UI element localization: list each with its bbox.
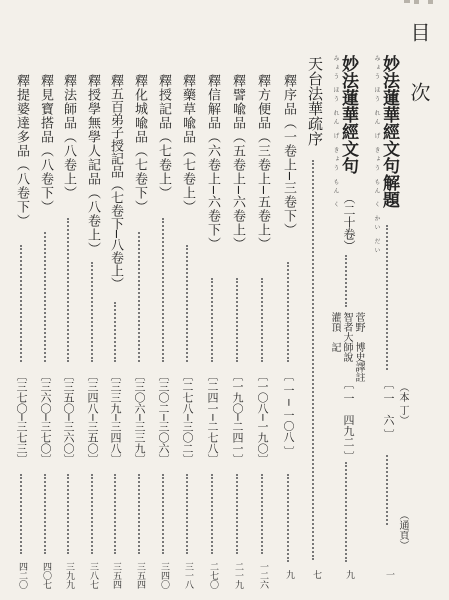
leader-dots bbox=[162, 218, 166, 362]
print-mark bbox=[414, 0, 419, 4]
book2-title: 妙法蓮華經文句 bbox=[338, 55, 358, 174]
entry-page: 三九九 bbox=[64, 562, 74, 589]
leader-dots bbox=[345, 255, 349, 307]
entry-title: 釋化城喩品（七卷下） bbox=[132, 74, 147, 214]
section-title: 天台法華疏序 bbox=[306, 56, 324, 146]
entry-title: 釋五百弟子授記品（七卷下─八卷上） bbox=[108, 74, 123, 290]
book2-translator: 菅野 博史譯註 bbox=[353, 312, 364, 382]
leader-dots bbox=[67, 218, 71, 362]
entry-page: 四〇七 bbox=[41, 562, 51, 589]
entry-page: 四二〇 bbox=[17, 562, 27, 589]
book1-title: 妙法蓮華經文句解題 bbox=[379, 55, 399, 208]
leader-dots bbox=[386, 225, 390, 370]
entry-title: 釋提婆達多品（八卷下） bbox=[14, 74, 29, 228]
book1-ref-label: （本 丁） bbox=[397, 382, 408, 426]
leader-dots bbox=[186, 474, 190, 554]
page-title: 目 次 bbox=[407, 22, 431, 112]
book2-ref: 〔 一 四九二 〕 bbox=[342, 378, 355, 462]
leader-dots bbox=[236, 278, 240, 362]
leader-dots bbox=[20, 245, 24, 362]
entry-page: 三四〇 bbox=[159, 562, 169, 589]
book2-author: 智者大師說 bbox=[341, 312, 352, 362]
entry-ref: 〔二四一─二七八〕 bbox=[206, 370, 219, 465]
leader-dots bbox=[312, 160, 316, 560]
entry-ref: 〔一九〇─二四一〕 bbox=[231, 370, 244, 465]
entry-page: 一二六 bbox=[258, 562, 268, 589]
entry-ref: 〔三〇六─三三九〕 bbox=[133, 370, 146, 465]
book2-author: 灌頂 記 bbox=[329, 312, 340, 352]
book1-ref: 〔 一 六 〕 bbox=[382, 378, 395, 440]
entry-ref: 〔三六〇─三七〇〕 bbox=[39, 370, 52, 465]
leader-dots bbox=[211, 278, 215, 362]
entry-title: 釋法師品（八卷上） bbox=[61, 74, 76, 200]
entry-title: 釋方便品（三卷上─五卷上） bbox=[255, 74, 270, 251]
entry-title: 釋藥草喩品（七卷上） bbox=[180, 74, 195, 214]
leader-dots bbox=[236, 474, 240, 554]
leader-dots bbox=[345, 462, 349, 562]
entry-ref: 〔三四八─三五〇〕 bbox=[86, 370, 99, 465]
entry-page: 三八七 bbox=[88, 562, 98, 589]
print-mark bbox=[428, 0, 433, 4]
entry-title: 釋序品（一卷上─三卷下） bbox=[281, 74, 296, 237]
entry-page: 二一九 bbox=[233, 562, 243, 589]
book2-volumes: （二十卷） bbox=[342, 192, 356, 252]
entry-ref: 〔 一 ─ 一〇八 〕 bbox=[282, 370, 295, 457]
entry-ref: 〔二七八─三〇二〕 bbox=[181, 370, 194, 465]
print-mark bbox=[404, 0, 410, 3]
entry-title: 釋見寶搭品（八卷下） bbox=[38, 74, 53, 214]
leader-dots bbox=[138, 232, 142, 362]
title-ruby: みょう ほう れん げ きょう もん く かい だい bbox=[373, 55, 380, 257]
leader-dots bbox=[261, 278, 265, 362]
entry-page: 九 bbox=[284, 570, 294, 579]
entry-ref: 〔三七〇─三七三〕 bbox=[15, 370, 28, 465]
book2-page: 九 bbox=[344, 570, 354, 579]
entry-ref: 〔三〇二─三〇六〕 bbox=[157, 370, 170, 465]
leader-dots bbox=[114, 302, 118, 362]
entry-ref: 〔三五〇─三六〇〕 bbox=[62, 370, 75, 465]
leader-dots bbox=[287, 474, 291, 562]
leader-dots bbox=[114, 474, 118, 554]
leader-dots bbox=[91, 262, 95, 362]
leader-dots bbox=[162, 474, 166, 554]
leader-dots bbox=[44, 232, 48, 362]
leader-dots bbox=[287, 262, 291, 362]
section-page: 七 bbox=[311, 570, 321, 579]
leader-dots bbox=[261, 474, 265, 554]
leader-dots bbox=[67, 474, 71, 554]
leader-dots bbox=[138, 474, 142, 554]
entry-page: 二七〇 bbox=[208, 562, 218, 589]
leader-dots bbox=[186, 245, 190, 362]
leader-dots bbox=[44, 474, 48, 554]
entry-page: 三一八 bbox=[183, 562, 193, 589]
title-ruby: みょう ほう れん げ きょう もん く bbox=[332, 55, 339, 211]
leader-dots bbox=[20, 474, 24, 554]
book1-page-label: （通頁） bbox=[397, 510, 408, 550]
leader-dots bbox=[91, 474, 95, 554]
entry-title: 釋授記品（七卷上） bbox=[156, 74, 171, 200]
leader-dots bbox=[211, 474, 215, 554]
entry-page: 三五四 bbox=[135, 562, 145, 589]
leader-dots bbox=[386, 455, 390, 525]
entry-page: 三五四 bbox=[111, 562, 121, 589]
entry-title: 釋授學無學人記品（八卷上） bbox=[85, 74, 100, 256]
entry-title: 釋譬喩品（五卷上─六卷上） bbox=[230, 74, 245, 251]
entry-ref: 〔三三九─三四八〕 bbox=[109, 370, 122, 465]
book1-page: 一 bbox=[384, 570, 394, 579]
entry-ref: 〔一〇八─一九〇〕 bbox=[256, 370, 269, 465]
entry-title: 釋信解品（六卷上─六卷下） bbox=[205, 74, 220, 251]
